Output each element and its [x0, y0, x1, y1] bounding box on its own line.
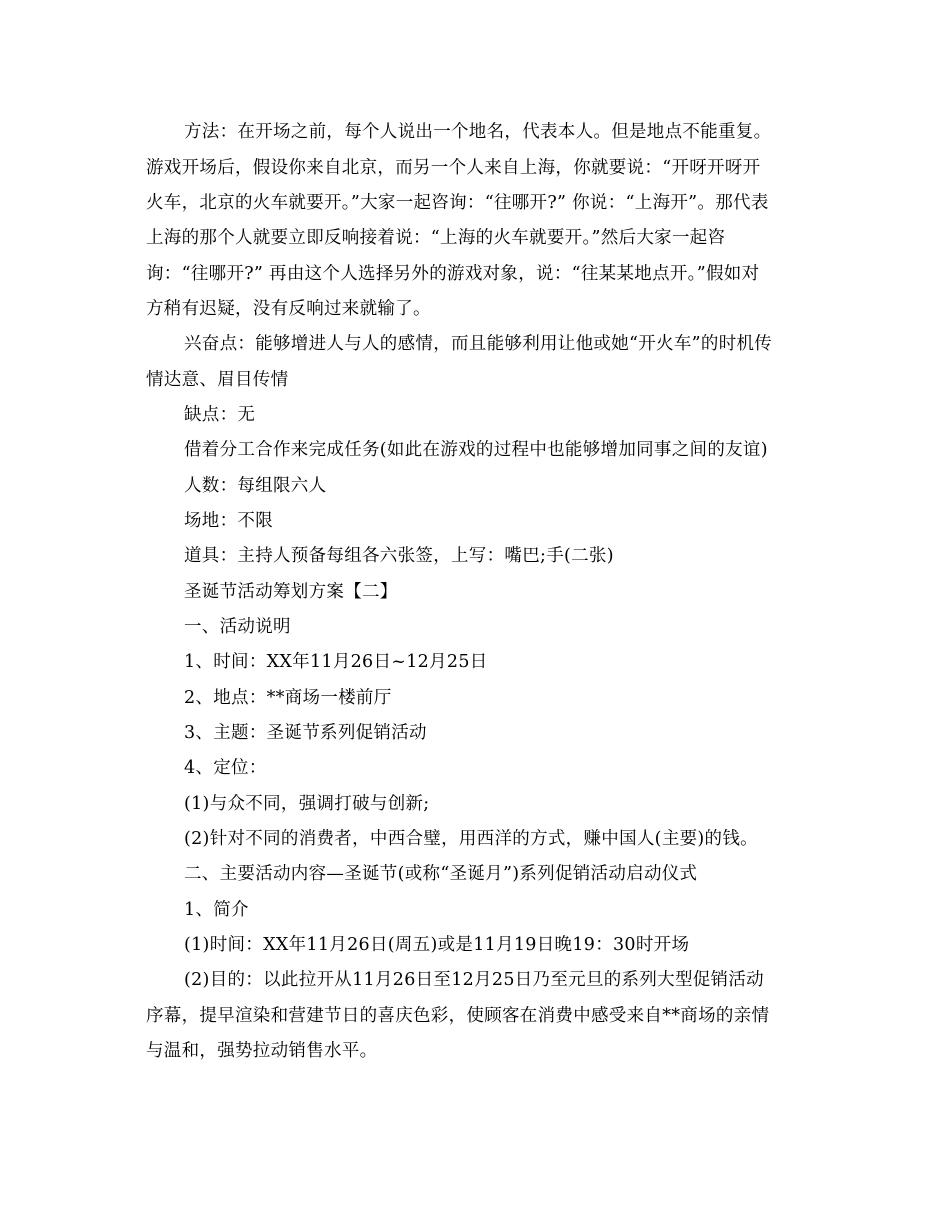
section-heading: 圣诞节活动筹划方案【二】 [184, 582, 398, 602]
text-line: 缺点：无 [184, 405, 256, 425]
text-line: (1)时间：XX年11月26日(周五)或是11月19日晚19：30时开场 [184, 935, 690, 955]
text-line: (2)目的：以此拉开从11月26日至12月25日乃至元旦的系列大型促销活动 [184, 970, 764, 990]
section-heading: 二、主要活动内容—圣诞节(或称“圣诞月”)系列促销活动启动仪式 [184, 864, 698, 884]
text-line: 游戏开场后，假设你来自北京，而另一个人来自上海，你就要说：“开呀开呀开 [146, 158, 761, 178]
section-heading: 一、活动说明 [184, 617, 291, 637]
text-line: 借着分工合作来完成任务(如此在游戏的过程中也能够增加同事之间的友谊) [184, 440, 768, 460]
text-line: 情达意、眉目传情 [146, 370, 289, 390]
text-line: 方法：在开场之前，每个人说出一个地名，代表本人。但是地点不能重复。 [184, 122, 772, 142]
text-line: 2、地点：**商场一楼前厅 [184, 688, 392, 708]
text-line: (2)针对不同的消费者，中西合璧，用西洋的方式，赚中国人(主要)的钱。 [184, 829, 758, 849]
text-line: 方稍有迟疑，没有反响过来就输了。 [146, 299, 431, 319]
text-line: 火车，北京的火车就要开。”大家一起咨询：“往哪开?” 你说：“上海开”。那代表 [146, 193, 769, 213]
text-line: 3、主题：圣诞节系列促销活动 [184, 723, 427, 743]
text-line: 道具：主持人预备每组各六张签，上写：嘴巴;手(二张) [184, 546, 614, 566]
text-line: 序幕，提早渲染和营建节日的喜庆色彩，使顾客在消费中感受来自**商场的亲情 [146, 1006, 770, 1026]
text-line: 与温和，强势拉动销售水平。 [146, 1041, 378, 1061]
text-line: 场地：不限 [184, 511, 273, 531]
text-line: 上海的那个人就要立即反响接着说：“上海的火车就要开。”然后大家一起咨 [146, 228, 726, 248]
text-line: 询：“往哪开?” 再由这个人选择另外的游戏对象，说：“往某某地点开。”假如对 [146, 264, 760, 284]
text-line: 人数：每组限六人 [184, 476, 327, 496]
text-line: 兴奋点：能够增进人与人的感情，而且能够利用让他或她“开火车”的时机传 [184, 334, 773, 354]
text-line: 4、定位： [184, 758, 267, 778]
text-line: (1)与众不同，强调打破与创新; [184, 794, 430, 814]
text-line: 1、简介 [184, 900, 249, 920]
text-line: 1、时间：XX年11月26日~12月25日 [184, 652, 488, 672]
